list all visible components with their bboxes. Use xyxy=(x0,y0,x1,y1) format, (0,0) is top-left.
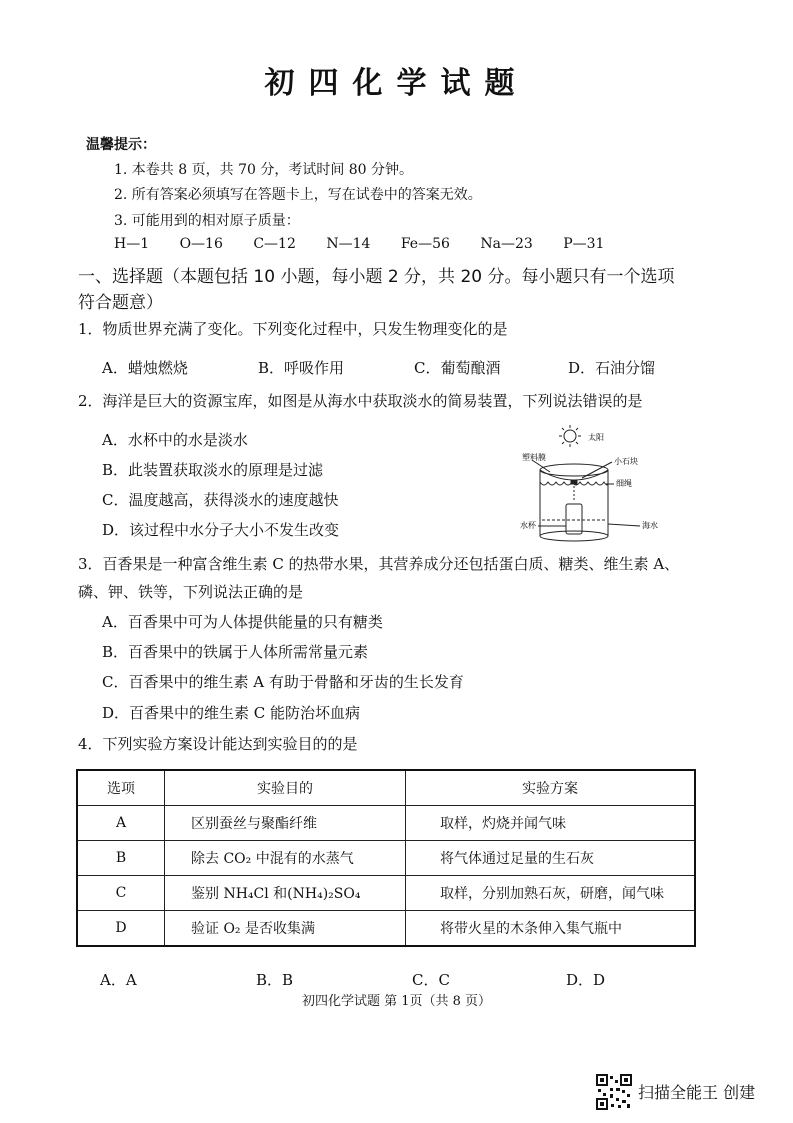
q3-option: B．百香果中的铁属于人体所需常量元素 xyxy=(102,643,369,661)
table-row xyxy=(77,876,695,911)
q2-option: C．温度越高，获得淡水的速度越快 xyxy=(102,491,339,509)
label-sea: 海水 xyxy=(642,521,658,530)
plan-cell: 取样，分别加熟石灰，研磨，闻气味 xyxy=(406,876,696,911)
q2-stem: 2．海洋是巨大的资源宝库，如图是从海水中获取淡水的简易装置，下列说法错误的是 xyxy=(78,392,643,410)
q2-option: B．此装置获取淡水的原理是过滤 xyxy=(102,461,324,479)
purpose-cell: 区别蚕丝与聚酯纤维 xyxy=(165,806,406,841)
q1-option: D．石油分馏 xyxy=(568,359,656,377)
table-header-row xyxy=(77,770,695,806)
q3-stem-cont: 磷、钾、铁等，下列说法正确的是 xyxy=(78,583,304,601)
option-cell: D xyxy=(77,911,165,947)
plan-cell: 将带火星的木条伸入集气瓶中 xyxy=(406,911,696,947)
mass-item: O—16 xyxy=(179,236,223,252)
table-row xyxy=(77,806,695,841)
option-cell: B xyxy=(77,841,165,876)
section-heading-cont: 符合题意） xyxy=(78,293,163,313)
header-cell: 实验目的 xyxy=(165,770,406,806)
desalination-apparatus-figure xyxy=(492,420,682,545)
q3-stem: 3．百香果是一种富含维生素 C 的热带水果，其营养成分还包括蛋白质、糖类、维生素 A、 xyxy=(78,555,680,573)
header-cell: 实验方案 xyxy=(406,770,696,806)
q1-option: A．蜡烛燃烧 xyxy=(102,359,188,377)
option-cell: A xyxy=(77,806,165,841)
table-row xyxy=(77,911,695,947)
purpose-cell: 除去 CO₂ 中混有的水蒸气 xyxy=(165,841,406,876)
purpose-cell: 鉴别 NH₄Cl 和(NH₄)₂SO₄ xyxy=(165,876,406,911)
q2-option: D．该过程中水分子大小不发生改变 xyxy=(102,521,340,539)
table-row xyxy=(77,841,695,876)
q1-option: C．葡萄酿酒 xyxy=(414,359,501,377)
mass-item: Na—23 xyxy=(480,236,533,252)
atomic-masses xyxy=(114,236,630,252)
mass-item: H—1 xyxy=(114,236,150,252)
tip-item: 1. 本卷共 8 页，共 70 分，考试时间 80 分钟。 xyxy=(114,162,414,178)
q3-option: A．百香果中可为人体提供能量的只有糖类 xyxy=(102,613,383,631)
header-cell: 选项 xyxy=(77,770,165,806)
q4-option: B．B xyxy=(256,971,294,989)
q2-option: A．水杯中的水是淡水 xyxy=(102,431,248,449)
tip-item: 3. 可能用到的相对原子质量： xyxy=(114,213,300,229)
tips-heading: 温馨提示： xyxy=(86,137,156,153)
option-cell: C xyxy=(77,876,165,911)
tip-item: 2. 所有答案必须填写在答题卡上，写在试卷中的答案无效。 xyxy=(114,187,482,203)
q4-option: A．A xyxy=(100,971,137,989)
section-heading: 一、选择题（本题包括 10 小题，每小题 2 分，共 20 分。每小题只有一个选项 xyxy=(78,267,675,287)
q4-option: D．D xyxy=(566,971,606,989)
q1-option: B．呼吸作用 xyxy=(258,359,345,377)
label-stone: 小石块 xyxy=(614,457,638,466)
plan-cell: 取样，灼烧并闻气味 xyxy=(406,806,696,841)
q3-option: D．百香果中的维生素 C 能防治坏血病 xyxy=(102,704,361,722)
label-sun: 太阳 xyxy=(588,433,604,442)
q3-option: C．百香果中的维生素 A 有助于骨骼和牙齿的生长发育 xyxy=(102,673,464,691)
purpose-cell: 验证 O₂ 是否收集满 xyxy=(165,911,406,947)
q4-stem: 4．下列实验方案设计能达到实验目的的是 xyxy=(78,735,358,753)
label-cup: 水杯 xyxy=(520,521,536,530)
mass-item: C—12 xyxy=(253,236,296,252)
page-footer: 初四化学试题 第 1页（共 8 页） xyxy=(301,994,492,1009)
mass-item: P—31 xyxy=(563,236,605,252)
label-rope: 细绳 xyxy=(616,479,632,488)
page-title: 初四化学试题 xyxy=(264,66,529,101)
mass-item: N—14 xyxy=(326,236,371,252)
plan-cell: 将气体通过足量的生石灰 xyxy=(406,841,696,876)
scanner-watermark: 扫描全能王 创建 xyxy=(638,1083,756,1102)
mass-item: Fe—56 xyxy=(400,236,450,252)
q1-stem: 1．物质世界充满了变化。下列变化过程中，只发生物理变化的是 xyxy=(78,320,508,338)
label-film: 塑料膜 xyxy=(522,453,546,462)
sun-icon xyxy=(559,425,581,447)
container-drawing xyxy=(532,460,640,541)
q4-table xyxy=(76,769,696,947)
qr-code-icon xyxy=(596,1074,632,1110)
q4-option: C．C xyxy=(412,971,450,989)
